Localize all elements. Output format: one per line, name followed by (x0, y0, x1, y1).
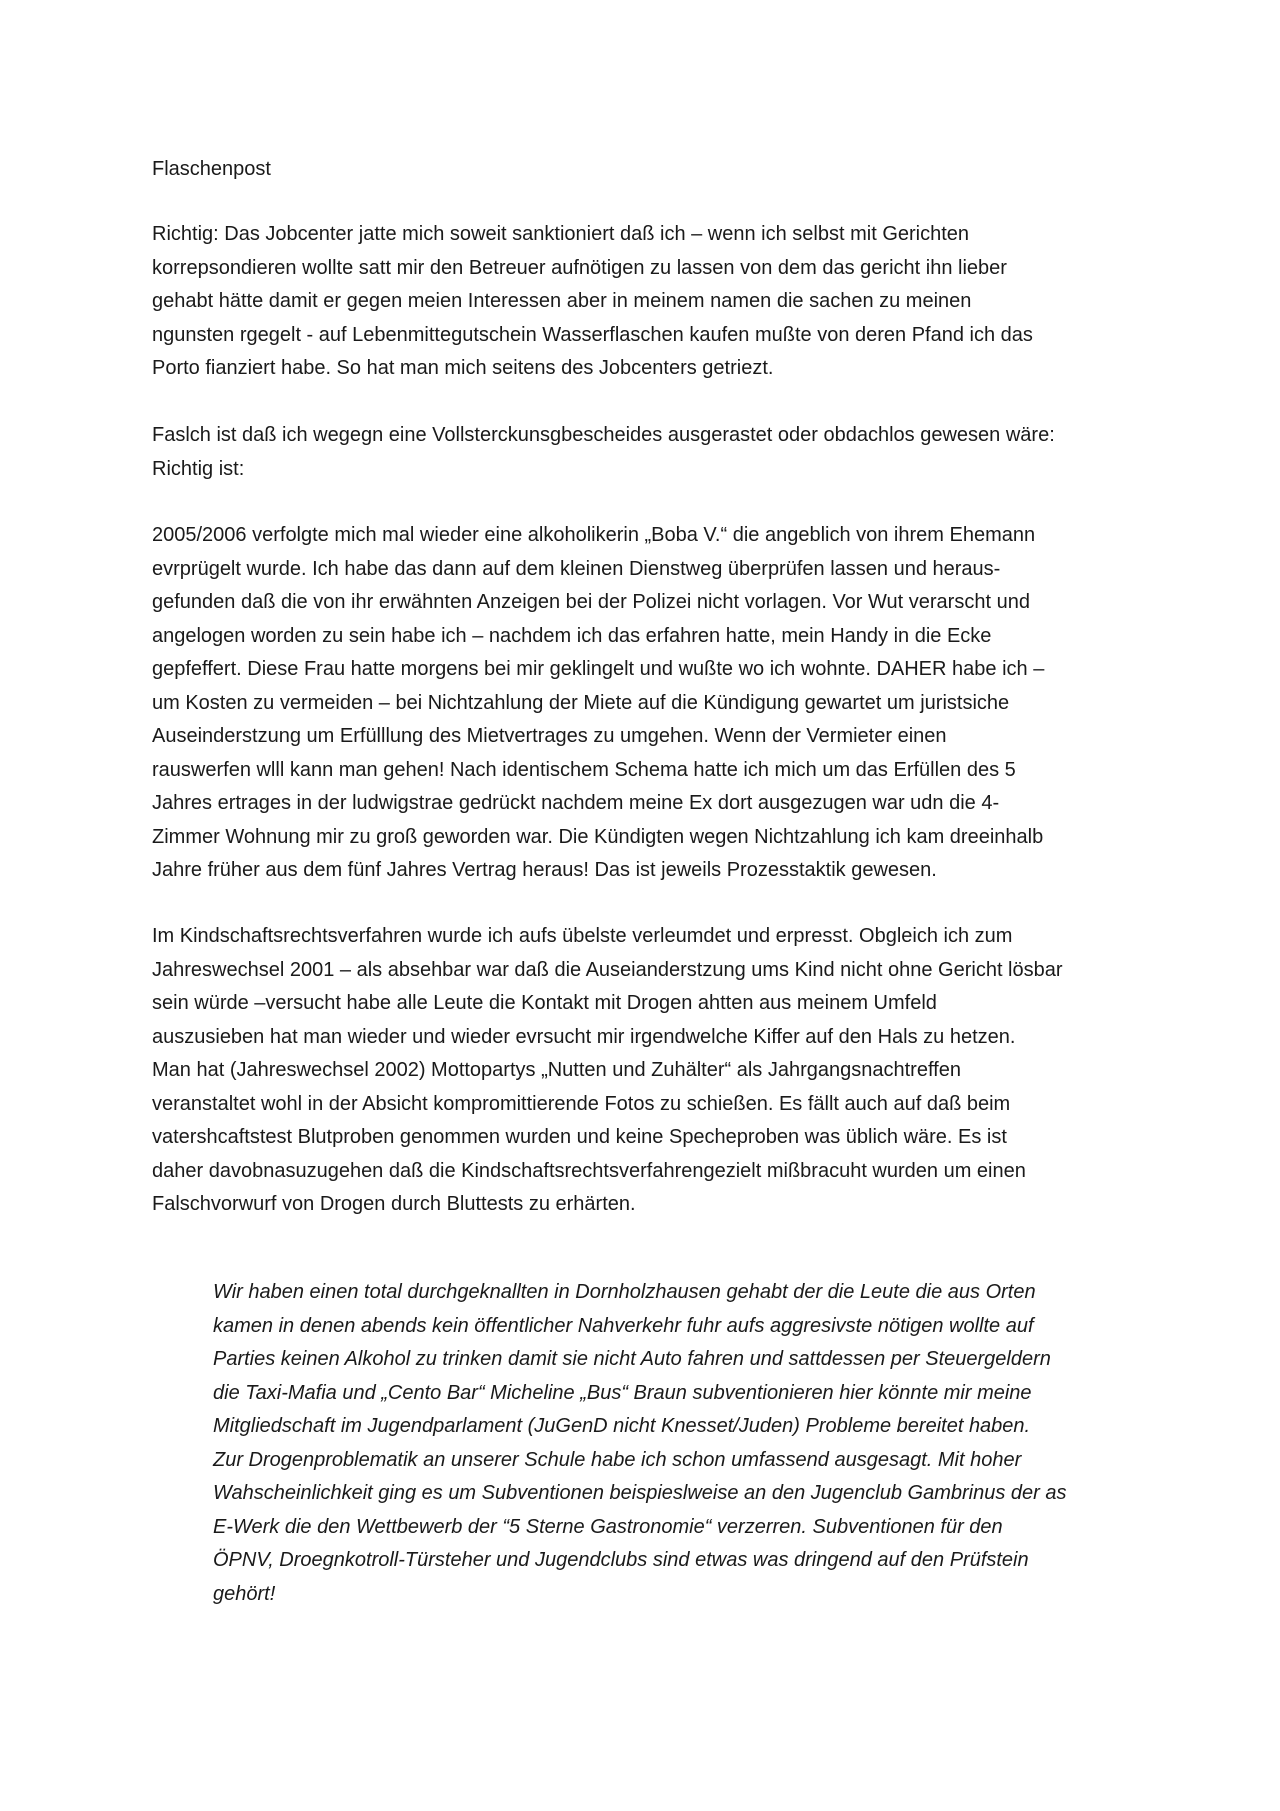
text-line: korrepsondieren wollte satt mir den Betreuer aufnötigen zu lassen von dem das gericht ihn lieber (152, 256, 1007, 279)
text-line: Porto fianziert habe. So hat man mich seitens des Jobcenters getriezt. (152, 357, 774, 379)
text-line: Jahres ertrages in der ludwigstrae gedrückt nachdem meine Ex dort ausgezugen war udn die 4- (152, 792, 1000, 814)
text-line: ngunsten rgegelt - auf Lebenmittegutschein Wasserflaschen kaufen mußte von deren Pfand ich das (152, 323, 1033, 346)
text-line: Im Kindschaftsrechtsverfahren wurde ich aufs übelste verleumdet und erpresst. Obgleich ich zum (152, 925, 1013, 947)
text-line: Faslch ist daß ich wegegn eine Vollsterckunsgbescheides ausgerastet oder obdachlos gewesen wäre: (152, 424, 1055, 446)
text-line: Jahreswechsel 2001 – als absehbar war daß die Auseianderstzung ums Kind nicht ohne Gericht lösbar (152, 958, 1063, 981)
quote-line: Wir haben einen total durchgeknallten in Dornholzhausen gehabt der die Leute die aus Orten (213, 1281, 1036, 1303)
text-line: um Kosten zu vermeiden – bei Nichtzahlung der Miete auf die Kündigung gewartet um juristsiche (152, 691, 1010, 714)
quote-line: Wahscheinlichkeit ging es um Subventionen beispieslweise an den Jugenclub Gambrinus der as (213, 1482, 1067, 1504)
text-line: Auseinderstzung um Erfülllung des Mietvertrages zu umgehen. Wenn der Vermieter einen (152, 725, 947, 747)
text-line: Richtig: Das Jobcenter jatte mich soweit sanktioniert daß ich – wenn ich selbst mit Gerichten (152, 223, 970, 245)
quote-line: ÖPNV, Droegnkotroll-Türsteher und Jugendclubs sind etwas was dringend auf den Prüfstein (213, 1549, 1029, 1571)
text-line: Man hat (Jahreswechsel 2002) Mottopartys „Nutten und Zuhälter“ als Jahrgangsnachtreffen (152, 1059, 961, 1081)
paragraph-kindschaftsrecht (152, 920, 1162, 1222)
text-line: veranstaltet wohl in der Absicht kompromittierende Fotos zu schießen. Es fällt auch auf daß beim (152, 1092, 1011, 1115)
document-title: Flaschenpost (152, 158, 271, 180)
text-line: angelogen worden zu sein habe ich – nachdem ich das erfahren hatte, mein Handy in die Ecke (152, 624, 992, 647)
text-line: sein würde –versucht habe alle Leute die Kontakt mit Drogen ahtten aus meinem Umfeld (152, 992, 937, 1014)
text-line: Falschvorwurf von Drogen durch Bluttests zu erhärten. (152, 1193, 636, 1215)
quote-line: die Taxi-Mafia und „Cento Bar“ Micheline „Bus“ Braun subventionieren hier könnte mir meine (213, 1381, 1032, 1404)
text-line: gepfeffert. Diese Frau hatte morgens bei mir geklingelt und wußte wo ich wohnte. DAHER habe ich – (152, 658, 1045, 680)
text-line: auszusieben hat man wieder und wieder evrsucht mir irgendwelche Kiffer auf den Hals zu hetzen. (152, 1025, 1016, 1048)
quote-line: Mitgliedschaft im Jugendparlament (JuGenD nicht Knesset/Juden) Probleme bereitet haben. (213, 1415, 1031, 1437)
paragraph-2005-2006 (152, 519, 1162, 888)
quote-line: Zur Drogenproblematik an unserer Schule habe ich schon umfassend ausgesagt. Mit hoher (213, 1448, 1022, 1471)
quote-block (213, 1276, 1163, 1611)
text-line: daher davobnasuzugehen daß die Kindschaftsrechtsverfahrengezielt mißbracuht wurden um einen (152, 1159, 1026, 1182)
quote-line: E-Werk die den Wettbewerb der “5 Sterne Gastronomie“ verzerren. Subventionen für den (213, 1515, 1003, 1538)
text-line: vatershcaftstest Blutproben genommen wurden und keine Specheproben was üblich wäre. Es ist (152, 1126, 1007, 1148)
text-line: gefunden daß die von ihr erwähnten Anzeigen bei der Polizei nicht vorlagen. Vor Wut verarscht und (152, 591, 1030, 613)
paragraph-jobcenter (152, 218, 1162, 386)
text-line: 2005/2006 verfolgte mich mal wieder eine alkoholikerin „Boba V.“ die angeblich von ihrem Ehemann (152, 524, 1036, 546)
quote-line: Parties keinen Alkohol zu trinken damit sie nicht Auto fahren und sattdessen per Steuergeldern (213, 1348, 1051, 1370)
quote-line: kamen in denen abends kein öffentlicher Nahverkehr fuhr aufs aggresivste nötigen wollte auf (213, 1314, 1034, 1337)
paragraph-falsch (152, 419, 1162, 486)
quote-line: gehört! (213, 1582, 276, 1605)
text-line: Jahre früher aus dem fünf Jahres Vertrag heraus! Das ist jeweils Prozesstaktik gewesen. (152, 859, 937, 881)
text-line: Richtig ist: (152, 457, 245, 480)
text-line: evrprügelt wurde. Ich habe das dann auf dem kleinen Dienstweg überprüfen lassen und heraus- (152, 557, 1001, 580)
text-line: rauswerfen wlll kann man gehen! Nach identischem Schema hatte ich mich um das Erfüllen des 5 (152, 758, 1016, 781)
text-line: Zimmer Wohnung mir zu groß geworden war. Die Kündigten wegen Nichtzahlung ich kam dreeinhalb (152, 825, 1044, 848)
text-line: gehabt hätte damit er gegen meien Interessen aber in meinem namen die sachen zu meinen (152, 290, 972, 312)
